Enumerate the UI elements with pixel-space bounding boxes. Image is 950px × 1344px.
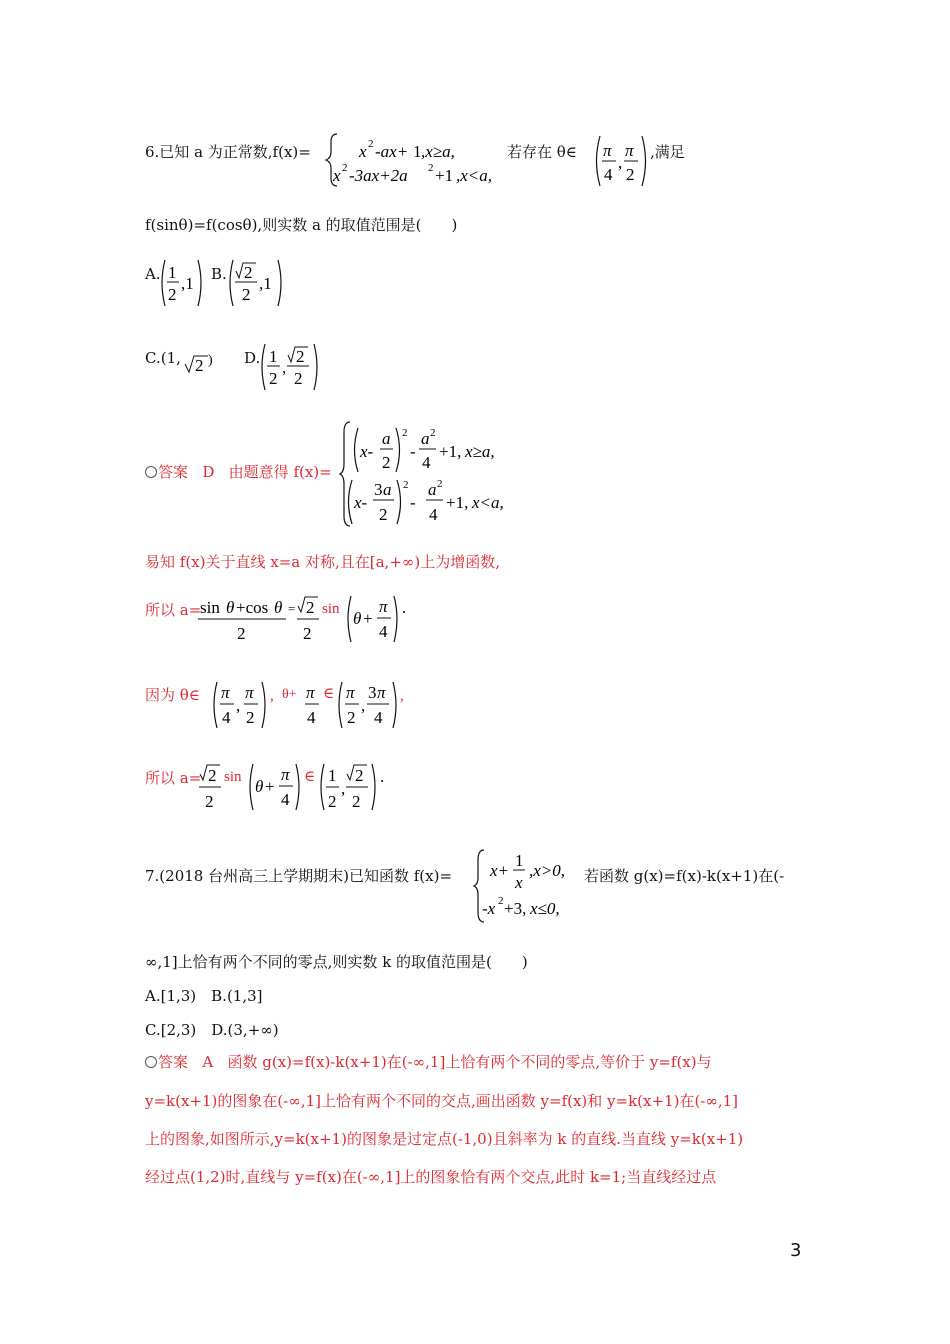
- svg-text:2: 2: [328, 792, 337, 811]
- svg-text:.: .: [402, 598, 407, 617]
- svg-text:,: ,: [618, 153, 623, 172]
- svg-text:θ: θ: [274, 598, 283, 617]
- svg-text:θ: θ: [255, 777, 264, 796]
- svg-text:2: 2: [347, 708, 356, 727]
- q6-step2-prefix: 所以 a=: [145, 601, 202, 619]
- svg-text:x≥a,: x≥a,: [465, 442, 495, 461]
- svg-text:π: π: [245, 683, 254, 702]
- svg-text:x: x: [359, 142, 367, 161]
- q7-answer-header: [145, 1052, 712, 1072]
- q6-answer-choice: D: [202, 463, 215, 481]
- svg-text:+: +: [265, 777, 275, 796]
- svg-text:sin: sin: [322, 601, 340, 617]
- svg-text:sin: sin: [224, 769, 242, 785]
- svg-text:2: 2: [269, 369, 278, 388]
- svg-text:x: x: [515, 873, 523, 892]
- svg-text:,: ,: [270, 688, 274, 704]
- q6-answer-piecewise: [340, 420, 540, 530]
- svg-text:4: 4: [222, 708, 231, 727]
- svg-text:2: 2: [368, 138, 374, 150]
- svg-text:,x≥a,: ,x≥a,: [421, 142, 455, 161]
- q6-stem-mid: 若存在 θ∈: [507, 143, 577, 161]
- svg-text:2: 2: [246, 708, 255, 727]
- svg-text:2: 2: [242, 285, 251, 304]
- svg-text:+1,: +1,: [439, 442, 462, 461]
- q7-options-cd: C.[2,3) D.(3,+∞): [145, 1021, 279, 1039]
- svg-text:a: a: [421, 429, 430, 448]
- svg-text:-x: -x: [482, 899, 496, 918]
- q6-step1: 易知 f(x)关于直线 x=a 对称,且在[a,+∞)上为增函数,: [145, 553, 501, 571]
- svg-text:x<a,: x<a,: [472, 493, 504, 512]
- q6-option-c-label: C.(1,: [145, 349, 181, 367]
- q6-option-b-label: B.: [211, 265, 227, 283]
- svg-text:π: π: [379, 597, 388, 616]
- q6-option-b-value: [226, 258, 290, 308]
- svg-text:x-: x-: [354, 493, 368, 512]
- svg-text:2: 2: [403, 479, 409, 491]
- svg-text:2: 2: [352, 792, 361, 811]
- q6-option-c-value: [184, 346, 224, 378]
- svg-text:+: +: [363, 609, 373, 628]
- svg-text:3: 3: [374, 480, 383, 499]
- q6-step2-expr: [196, 592, 414, 646]
- svg-text:2: 2: [195, 356, 204, 375]
- svg-text:2: 2: [244, 263, 253, 282]
- q7-answer-line4: 经过点(1,2)时,直线与 y=f(x)在(-∞,1]上的图象恰有两个交点,此时 k=1;当直线经过点: [145, 1168, 717, 1186]
- svg-text:4: 4: [429, 505, 438, 524]
- svg-text:4: 4: [374, 708, 383, 727]
- svg-text:-3ax+2a: -3ax+2a: [349, 166, 408, 185]
- svg-text:2: 2: [428, 162, 434, 174]
- svg-text:θ: θ: [353, 609, 362, 628]
- q6-answer-label: 答案: [158, 463, 189, 481]
- svg-text:2: 2: [342, 162, 348, 174]
- svg-text:+cos: +cos: [236, 598, 269, 617]
- svg-text:1: 1: [269, 347, 278, 366]
- q7-answer-line2: y=k(x+1)的图象在(-∞,1]上恰有两个不同的交点,画出函数 y=f(x)和 y=k(x+1)在(-∞,1]: [145, 1092, 739, 1110]
- svg-text:a: a: [382, 429, 391, 448]
- svg-text:,1: ,1: [181, 274, 194, 293]
- svg-text:,1: ,1: [259, 274, 272, 293]
- svg-text:4: 4: [379, 622, 388, 641]
- svg-text:-ax+: -ax+: [375, 142, 409, 161]
- svg-text:,x>0,: ,x>0,: [529, 861, 566, 880]
- svg-text:sin: sin: [200, 598, 220, 617]
- svg-text:+1,: +1,: [446, 493, 469, 512]
- svg-text:∈: ∈: [304, 769, 316, 785]
- q6-step4-prefix: 所以 a=: [145, 769, 202, 787]
- svg-text:+1: +1: [435, 166, 454, 185]
- answer-marker-icon: [145, 466, 157, 478]
- q6-step3-expr: [210, 678, 420, 732]
- svg-text:2: 2: [626, 165, 635, 184]
- q6-stem-line2: f(sinθ)=f(cosθ),则实数 a 的取值范围是( ): [145, 216, 458, 234]
- svg-text:θ: θ: [226, 598, 235, 617]
- svg-text:,: ,: [282, 358, 287, 377]
- svg-text:-: -: [410, 442, 416, 461]
- q6-step3-prefix: 因为 θ∈: [145, 686, 200, 704]
- svg-text:2: 2: [306, 598, 315, 617]
- svg-text:1: 1: [328, 766, 337, 785]
- svg-text:2: 2: [237, 624, 246, 643]
- svg-text:x+: x+: [490, 861, 510, 880]
- svg-text:+3,: +3,: [504, 899, 527, 918]
- svg-text:2: 2: [294, 369, 303, 388]
- svg-text:1: 1: [168, 263, 177, 282]
- svg-text:,: ,: [341, 779, 346, 798]
- svg-text:4: 4: [604, 165, 613, 184]
- svg-text:θ+: θ+: [282, 687, 297, 702]
- q6-piecewise: [325, 132, 505, 188]
- q7-stem-line2: ∞,1]上恰有两个不同的零点,则实数 k 的取值范围是( ): [145, 953, 528, 971]
- svg-text:a: a: [428, 480, 437, 499]
- q6-answer-header: [145, 462, 332, 482]
- svg-text:π: π: [281, 765, 290, 784]
- svg-text:.: .: [380, 767, 385, 786]
- svg-text:4: 4: [307, 708, 316, 727]
- svg-text:2: 2: [379, 505, 388, 524]
- q6-option-d-label: D.: [244, 349, 261, 367]
- q6-option-d-value: [258, 342, 326, 392]
- svg-text:,: ,: [236, 696, 241, 715]
- q6-option-a-value: [158, 258, 208, 308]
- q7-piecewise: [474, 848, 584, 924]
- svg-text:π: π: [603, 141, 612, 160]
- svg-text:,x<a,: ,x<a,: [456, 166, 493, 185]
- svg-text:π: π: [625, 141, 634, 160]
- page-number: 3: [790, 1240, 802, 1261]
- q7-answer-choice: A: [202, 1053, 214, 1071]
- svg-text:∈: ∈: [323, 686, 335, 702]
- svg-text:π: π: [306, 683, 315, 702]
- svg-text:2: 2: [437, 478, 443, 490]
- q7-answer-line3: 上的图象,如图所示,y=k(x+1)的图象是过定点(-1,0)且斜率为 k 的直线.当直线 y=k(x+1): [145, 1130, 744, 1148]
- svg-text:π: π: [221, 683, 230, 702]
- q6-stem-prefix: 6.已知 a 为正常数,f(x)=: [145, 143, 311, 161]
- svg-text:a: a: [383, 480, 392, 499]
- svg-text:π: π: [377, 683, 386, 702]
- svg-text:2: 2: [498, 895, 504, 907]
- svg-text:x: x: [333, 166, 341, 185]
- svg-text:2: 2: [355, 766, 364, 785]
- svg-text:1: 1: [413, 142, 422, 161]
- q7-answer-line1: 函数 g(x)=f(x)-k(x+1)在(-∞,1]上恰有两个不同的零点,等价于 y=f(x)与: [227, 1053, 712, 1071]
- svg-text:2: 2: [208, 766, 217, 785]
- svg-text:): ): [208, 353, 213, 368]
- svg-text:2: 2: [168, 285, 177, 304]
- q7-options-ab: A.[1,3) B.(1,3]: [145, 987, 263, 1005]
- svg-text:,: ,: [400, 688, 404, 704]
- q7-answer-label: 答案: [158, 1053, 189, 1071]
- svg-text:π: π: [346, 683, 355, 702]
- q6-step4-expr: [196, 760, 396, 814]
- q6-option-a-label: A.: [145, 265, 161, 283]
- svg-text:2: 2: [296, 347, 305, 366]
- q7-stem-prefix: 7.(2018 台州高三上学期期末)已知函数 f(x)=: [145, 867, 453, 885]
- q6-interval-pi4-pi2: [592, 134, 652, 188]
- svg-text:1: 1: [515, 851, 524, 870]
- svg-text:2: 2: [402, 427, 408, 439]
- svg-text:4: 4: [281, 790, 290, 809]
- svg-text:x-: x-: [360, 442, 374, 461]
- svg-text:3: 3: [368, 683, 377, 702]
- q6-answer-intro: 由题意得 f(x)=: [228, 463, 332, 481]
- svg-text:4: 4: [422, 453, 431, 472]
- answer-marker-icon: [145, 1056, 157, 1068]
- svg-text:x≤0,: x≤0,: [530, 899, 560, 918]
- svg-text:-: -: [410, 493, 416, 512]
- svg-text:=: =: [288, 601, 296, 616]
- svg-text:2: 2: [303, 624, 312, 643]
- q6-stem-suffix: ,满足: [650, 143, 685, 161]
- q7-stem-suffix: 若函数 g(x)=f(x)-k(x+1)在(-: [584, 867, 785, 885]
- svg-text:2: 2: [205, 792, 214, 811]
- svg-text:,: ,: [361, 696, 366, 715]
- svg-text:2: 2: [382, 453, 391, 472]
- svg-text:2: 2: [430, 427, 436, 439]
